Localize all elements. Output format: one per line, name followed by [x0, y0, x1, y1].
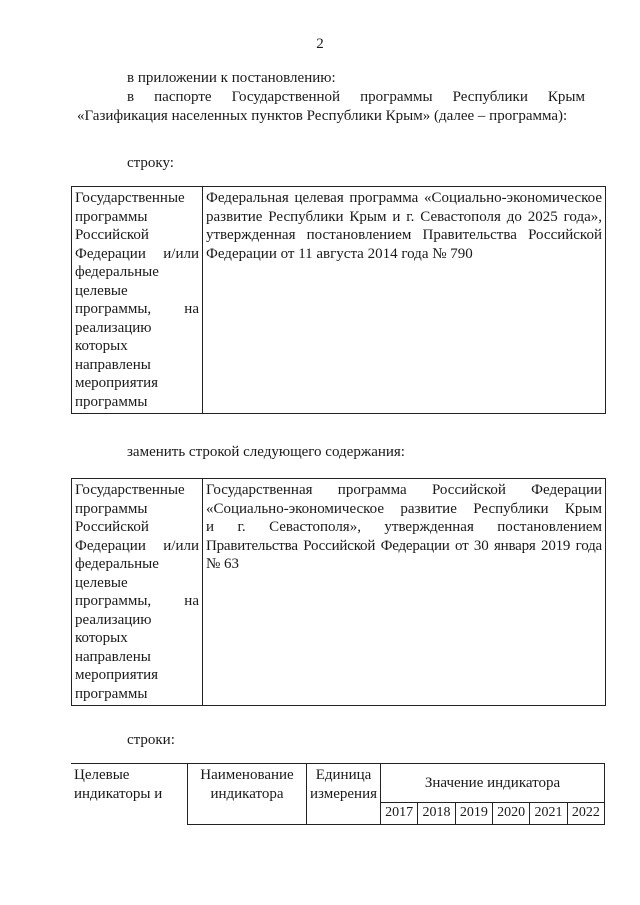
year-cell: 2022 — [567, 803, 604, 825]
cell-line: Государственные — [75, 190, 185, 206]
cell-line: Российской — [75, 519, 149, 535]
cell-line: Наименование — [200, 767, 294, 783]
cell-line: Федерации и/или — [75, 537, 199, 554]
intro-line-1: в приложении к постановлению: — [127, 70, 336, 86]
cell-line: индикаторы и — [74, 785, 163, 802]
year-cell: 2021 — [530, 803, 567, 825]
year-cell: 2017 — [381, 803, 418, 825]
table-new-row — [71, 478, 606, 706]
cell-line: направлены — [75, 356, 151, 373]
cell-line: «Социально-экономическое развитие Республики Крым — [206, 500, 602, 517]
indicators-value-header: Значение индикатора — [381, 764, 605, 803]
cell-line: Федеральная целевая программа «Социально-экономическое — [206, 190, 602, 206]
cell-line: реализацию — [75, 319, 152, 336]
cell-line: программы — [75, 500, 148, 517]
cell-line: Единица — [315, 767, 372, 783]
table1-right-cell — [203, 187, 606, 414]
year-cell: 2019 — [455, 803, 492, 825]
cell-line: измерения — [310, 785, 378, 802]
intro-line-2: в паспорте Государственной программы Республики Крым — [127, 89, 585, 105]
cell-line: и г. Севастополя», утвержденная постановлением — [206, 519, 602, 535]
cell-line: Целевые — [74, 767, 130, 783]
cell-line: федеральные — [75, 556, 159, 572]
indicators-col3-header — [307, 764, 381, 825]
intro-line-3: «Газификация населенных пунктов Республики Крым» (далее – программа): — [77, 108, 568, 124]
cell-line: Российской — [75, 227, 149, 243]
cell-line: программы, на — [75, 301, 199, 317]
cell-line: целевые — [75, 574, 128, 591]
cell-line: программы — [75, 208, 148, 225]
cell-line: Правительства Российской Федерации от 30 января 2019 года — [206, 537, 602, 554]
cell-line: утвержденная постановлением Правительства Российской — [206, 227, 602, 243]
indicators-col2-header — [188, 764, 307, 825]
cell-line: Федерации от 11 августа 2014 года № 790 — [206, 245, 473, 262]
cell-line: Федерации и/или — [75, 245, 199, 262]
label-rows: строки: — [127, 732, 175, 748]
cell-line: программы — [75, 685, 148, 702]
cell-line: мероприятия — [75, 375, 159, 391]
label-row: строку: — [127, 155, 174, 171]
indicators-col1-header — [71, 764, 188, 825]
cell-line: развитие Республики Крым и г. Севастополя до 2025 года», — [206, 208, 602, 225]
table-indicators — [71, 763, 605, 825]
cell-line: федеральные — [75, 264, 159, 280]
cell-line: программы — [75, 393, 148, 410]
cell-line: Государственная программа Российской Федерации — [206, 482, 602, 498]
cell-line: целевые — [75, 282, 128, 299]
table2-left-cell — [72, 479, 203, 706]
cell-line: индикатора — [210, 785, 284, 802]
cell-line: направлены — [75, 648, 151, 665]
year-cell: 2018 — [418, 803, 455, 825]
cell-line: которых — [75, 338, 128, 354]
cell-line: программы, на — [75, 593, 199, 609]
table-current-row — [71, 186, 606, 414]
table1-left-cell — [72, 187, 203, 414]
cell-line: которых — [75, 630, 128, 646]
cell-line: Государственные — [75, 482, 185, 498]
page-number: 2 — [316, 36, 324, 52]
replace-label: заменить строкой следующего содержания: — [127, 444, 405, 460]
cell-line: мероприятия — [75, 667, 159, 683]
cell-line: реализацию — [75, 611, 152, 628]
year-cell: 2020 — [493, 803, 530, 825]
cell-line: № 63 — [206, 556, 240, 572]
table2-right-cell — [203, 479, 606, 706]
